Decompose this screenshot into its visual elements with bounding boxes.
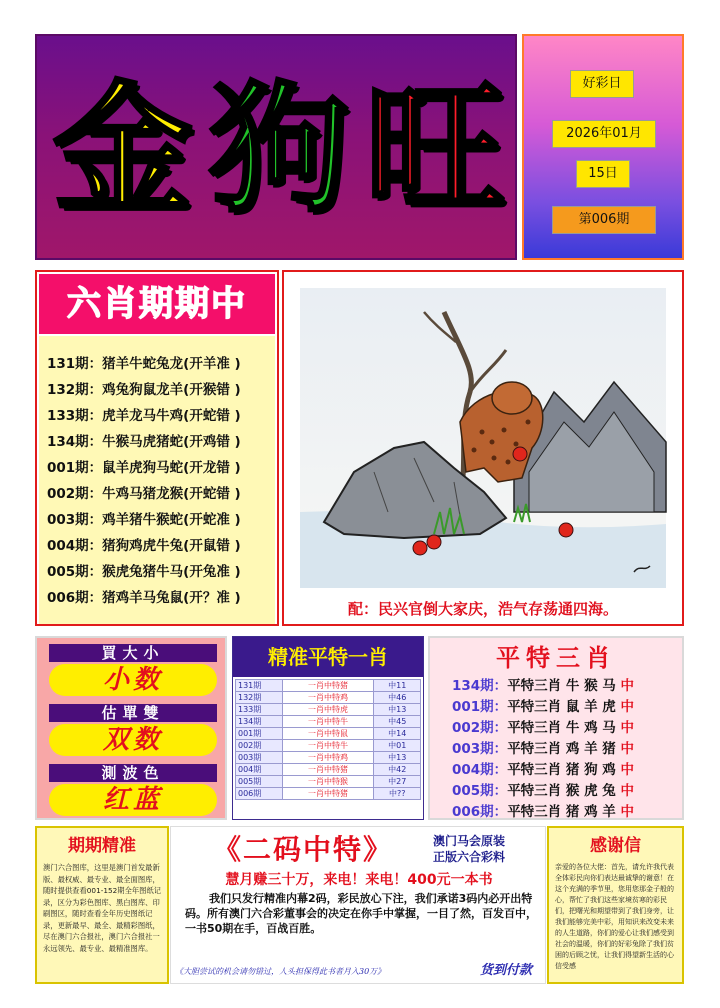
list-item: 002期：牛鸡马猪龙猴(开蛇错 ) bbox=[47, 486, 241, 502]
zodiac-cell: 一肖中特鸡 bbox=[282, 752, 374, 764]
ad-slogan: 慧月赚三十万，来电！来电！400元一本书 bbox=[225, 872, 493, 888]
hit-mark: 中 bbox=[620, 783, 634, 799]
size-label: 買大小 bbox=[49, 644, 217, 662]
six-zodiac-title: 六肖期期中 bbox=[67, 284, 247, 324]
issue-cell: 003期 bbox=[236, 752, 283, 764]
issue-cell: 131期 bbox=[236, 680, 283, 692]
list-item bbox=[452, 718, 634, 739]
issue-label: 001期： bbox=[452, 699, 508, 715]
result-cell: 中42 bbox=[374, 764, 421, 776]
list-item bbox=[452, 697, 634, 718]
table-row bbox=[236, 728, 421, 740]
table-row bbox=[236, 776, 421, 788]
hit-mark: 中 bbox=[620, 762, 634, 778]
list-item: 131期：猪羊牛蛇兔龙(开羊准 ) bbox=[47, 356, 241, 372]
illustration-panel bbox=[282, 270, 684, 626]
always-accurate-title: 期期精准 bbox=[68, 836, 136, 856]
result-cell: 中13 bbox=[374, 704, 421, 716]
six-zodiac-header bbox=[39, 274, 275, 334]
parity-value: 双数 bbox=[49, 724, 217, 756]
table-row bbox=[236, 704, 421, 716]
always-accurate-text: 澳门六合图库，这里是澳门首发最新版、最权威、最专业、最全面图库，随时提供查看001-152期全年图纸记录，区分为彩色图库、黑白图库、印刷图区，随时查看全年历史图纸记录，更新最早、最全、最精彩图纸，尽在澳门六合报社，澳门六合报社一永远领先、最专业、最精准图库。 bbox=[43, 863, 162, 953]
table-title: 精准平特一肖 bbox=[233, 637, 423, 677]
result-cell: 中13 bbox=[374, 752, 421, 764]
zodiac-cell: 一肖中特牛 bbox=[282, 740, 374, 752]
table-row bbox=[236, 716, 421, 728]
ad-footnote: 《大胆尝试的机会请勿错过，人头担保得此书者月入30万》 bbox=[175, 967, 386, 976]
always-accurate-panel bbox=[35, 826, 169, 984]
issue-label: 005期： bbox=[452, 783, 508, 799]
zodiac-cell: 一肖中特鼠 bbox=[282, 728, 374, 740]
title-banner bbox=[35, 34, 517, 260]
issue-cell: 134期 bbox=[236, 716, 283, 728]
zodiac-cell: 一肖中特虎 bbox=[282, 704, 374, 716]
two-code-title: 《二码中特》 bbox=[212, 833, 393, 866]
three-zodiac-title: 平特三肖 bbox=[496, 644, 616, 672]
issue-label: 134期： bbox=[452, 678, 508, 694]
list-item: 001期：鼠羊虎狗马蛇(开龙错 ) bbox=[47, 460, 241, 476]
result-cell: 中46 bbox=[374, 692, 421, 704]
thank-you-title: 感谢信 bbox=[590, 836, 641, 856]
issue-label: 004期： bbox=[452, 762, 508, 778]
size-value: 小数 bbox=[49, 664, 217, 696]
zodiac-text: 平特三肖 鼠 羊 虎 bbox=[507, 699, 621, 715]
list-item: 134期：牛猴马虎猪蛇(开鸡错 ) bbox=[47, 434, 241, 450]
result-cell: 中11 bbox=[374, 680, 421, 692]
table-row bbox=[236, 764, 421, 776]
issue-tag: 第006期 bbox=[552, 206, 656, 234]
list-item: 005期：猴虎兔猪牛马(开兔准 ) bbox=[47, 564, 241, 580]
hit-mark: 中 bbox=[620, 720, 634, 736]
table-row bbox=[236, 740, 421, 752]
hit-mark: 中 bbox=[620, 678, 634, 694]
list-item bbox=[452, 760, 634, 781]
thank-you-letter-panel bbox=[547, 826, 684, 984]
precise-one-zodiac-panel bbox=[232, 636, 424, 820]
title-char-2: 狗 bbox=[209, 69, 350, 232]
six-zodiac-panel bbox=[35, 270, 279, 626]
ad-paragraph: 我们只发行精准内幕2码，彩民放心下注，我们承诺3码内必开出特码。所有澳门六合彩董事会的决定在你手中掌握，一目了然，百发百中，一书50期在手，百战百胜。 bbox=[185, 892, 537, 935]
parity-label: 估單雙 bbox=[49, 704, 217, 722]
hit-mark: 中 bbox=[620, 741, 634, 757]
genuine-lottery-label: 正版六合彩料 bbox=[433, 850, 506, 864]
list-item bbox=[452, 739, 634, 760]
hit-mark: 中 bbox=[620, 804, 634, 820]
result-cell: 中01 bbox=[374, 740, 421, 752]
wave-color-label: 測波色 bbox=[49, 764, 217, 782]
result-cell: 中45 bbox=[374, 716, 421, 728]
zodiac-cell: 一肖中特猪 bbox=[282, 680, 374, 692]
list-item bbox=[452, 676, 634, 697]
list-item: 003期：鸡羊猪牛猴蛇(开蛇准 ) bbox=[47, 512, 241, 528]
cash-on-delivery-label: 货到付款 bbox=[479, 963, 532, 978]
wave-color-value: 红蓝 bbox=[49, 784, 217, 816]
zodiac-text: 平特三肖 牛 鸡 马 bbox=[507, 720, 621, 736]
macau-original-label: 澳门马会原装 bbox=[433, 834, 506, 848]
zodiac-text: 平特三肖 猴 虎 兔 bbox=[507, 783, 621, 799]
results-table bbox=[235, 679, 421, 800]
list-item: 133期：虎羊龙马牛鸡(开蛇错 ) bbox=[47, 408, 241, 424]
illustration-caption: 配：民兴官倒大家庆，浩气存荡通四海。 bbox=[347, 600, 618, 618]
day-tag: 15日 bbox=[576, 160, 630, 188]
title-char-1: 金 bbox=[53, 69, 194, 232]
zodiac-cell: 一肖中特鸡 bbox=[282, 692, 374, 704]
list-item: 004期：猪狗鸡虎牛兔(开鼠错 ) bbox=[47, 538, 241, 554]
thank-you-text: 亲爱的各位大佬：首先，请允许我代表全体彩民向你们表达最诚挚的谢意！在这个充满的季节里，您用您那金子般的心，帮忙了我们这些家境贫寒的彩民们，把曙光和期望带到了我们身旁，让我们能够完美中彩，用知识来改变未来的人生道路，你们的爱心让我们感受到社会的温暖，你们的好彩兔除了我们贫困的后顾之忧，让我们得望新生活的心信受感 bbox=[555, 863, 674, 970]
issue-label: 003期： bbox=[452, 741, 508, 757]
zodiac-text: 平特三肖 鸡 羊 猪 bbox=[507, 741, 621, 757]
zodiac-cell: 一肖中特猴 bbox=[282, 776, 374, 788]
six-zodiac-list bbox=[39, 336, 275, 624]
leopard-illustration bbox=[284, 272, 682, 592]
list-item: 132期：鸡兔狗鼠龙羊(开猴错 ) bbox=[47, 382, 241, 398]
zodiac-text: 平特三肖 猪 鸡 羊 bbox=[507, 804, 621, 820]
zodiac-cell: 一肖中特猪 bbox=[282, 788, 374, 800]
table-row bbox=[236, 752, 421, 764]
result-cell: 中14 bbox=[374, 728, 421, 740]
zodiac-cell: 一肖中特猪 bbox=[282, 764, 374, 776]
issue-cell: 004期 bbox=[236, 764, 283, 776]
zodiac-text: 平特三肖 牛 猴 马 bbox=[507, 678, 621, 694]
issue-cell: 002期 bbox=[236, 740, 283, 752]
issue-cell: 006期 bbox=[236, 788, 283, 800]
result-cell: 中27 bbox=[374, 776, 421, 788]
table-row bbox=[236, 692, 421, 704]
issue-cell: 133期 bbox=[236, 704, 283, 716]
zodiac-cell: 一肖中特牛 bbox=[282, 716, 374, 728]
table-row bbox=[236, 788, 421, 800]
date-panel bbox=[522, 34, 684, 260]
issue-label: 006期： bbox=[452, 804, 508, 820]
year-month-tag: 2026年01月 bbox=[552, 120, 656, 148]
table-row bbox=[236, 680, 421, 692]
result-cell: 中?? bbox=[374, 788, 421, 800]
list-item bbox=[452, 781, 634, 802]
three-zodiac-panel bbox=[428, 636, 684, 820]
zodiac-text: 平特三肖 猪 狗 鸡 bbox=[507, 762, 621, 778]
list-item bbox=[452, 802, 634, 823]
title-char-3: 旺 bbox=[365, 69, 506, 232]
issue-cell: 005期 bbox=[236, 776, 283, 788]
lucky-day-tag: 好彩日 bbox=[570, 70, 634, 98]
hit-mark: 中 bbox=[620, 699, 634, 715]
issue-cell: 001期 bbox=[236, 728, 283, 740]
size-parity-color-panel bbox=[35, 636, 227, 820]
issue-cell: 132期 bbox=[236, 692, 283, 704]
list-item: 006期：猪鸡羊马兔鼠(开？准 ) bbox=[47, 590, 241, 606]
two-code-ad-panel bbox=[170, 826, 546, 984]
issue-label: 002期： bbox=[452, 720, 508, 736]
